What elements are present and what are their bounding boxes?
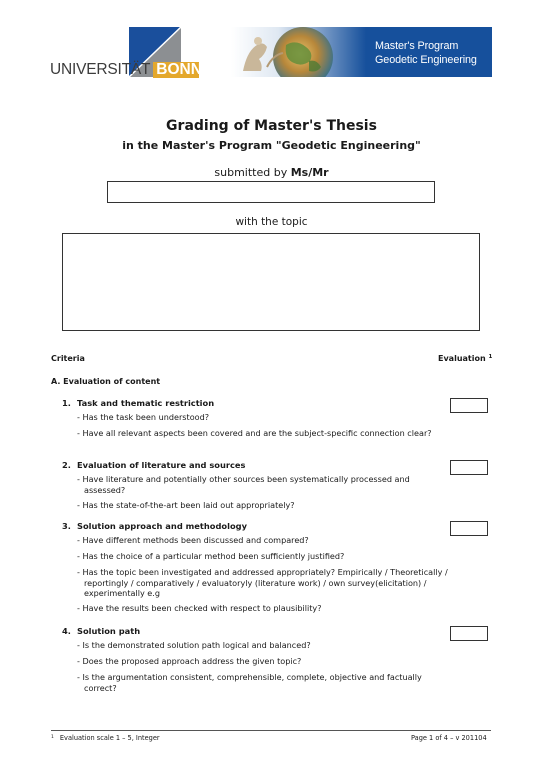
criterion-4-question: - Is the argumentation consistent, comprehensible, complete, objective and factually correct? [77, 672, 422, 693]
evaluation-header [438, 354, 492, 363]
program-banner [231, 27, 492, 77]
footnote-number: 1 [51, 735, 54, 740]
criterion-4-number: 4. [62, 626, 71, 636]
criterion-2-question: - Has the state-of-the-art been laid out appropriately? [77, 500, 295, 510]
criterion-1-number: 1. [62, 398, 71, 408]
footnote [51, 734, 160, 742]
criterion-4-heading [62, 626, 140, 636]
evaluation-header-text: Evaluation [438, 354, 486, 363]
criterion-4-evaluation-field[interactable] [450, 626, 488, 641]
logo-word-bonn: BONN [153, 62, 199, 78]
criterion-2-number: 2. [62, 460, 71, 470]
criterion-2-question: - Have literature and potentially other sources been systematically processed and assessed? [77, 474, 410, 495]
criterion-1-question: - Has the task been understood? [77, 412, 210, 422]
page-number: Page 1 of 4 – v 201104 [411, 734, 487, 742]
criterion-3-question: - Has the topic been investigated and addressed appropriately? Empirically / Theoretically / reportingly / comparatively / evaluatoryly (literature work) / own survey(elicitation) / experimentally e.g [77, 567, 448, 599]
banner-program-text [375, 39, 477, 67]
banner-line-1: Master's Program [375, 40, 459, 52]
criterion-2-title: Evaluation of literature and sources [77, 460, 246, 470]
banner-globe-illustration [231, 27, 366, 77]
submitted-salutation: Ms/Mr [290, 166, 329, 179]
criterion-4-question: - Is the demonstrated solution path logical and balanced? [77, 640, 311, 650]
page-subtitle: in the Master's Program "Geodetic Engineering" [122, 139, 421, 152]
criterion-1-title: Task and thematic restriction [77, 398, 215, 408]
criterion-4-title: Solution path [77, 626, 141, 636]
banner-line-2: Geodetic Engineering [375, 54, 477, 66]
student-name-field[interactable] [107, 181, 435, 203]
footer-divider [51, 730, 491, 731]
criterion-3-heading [62, 521, 247, 531]
submitted-prefix: submitted by [214, 166, 288, 179]
criterion-1-question: - Have all relevant aspects been covered and are the subject-specific connection clear? [77, 428, 432, 438]
university-logo[interactable] [50, 61, 202, 78]
criterion-1-evaluation-field[interactable] [450, 398, 488, 413]
evaluation-footnote-mark: 1 [488, 354, 493, 360]
submitted-by-label [0, 166, 543, 179]
section-a-heading: A. Evaluation of content [51, 377, 161, 386]
criteria-header: Criteria [51, 354, 85, 363]
criterion-1-heading [62, 398, 214, 408]
criterion-3-question: - Have different methods been discussed and compared? [77, 535, 309, 545]
thesis-topic-field[interactable] [62, 233, 480, 331]
criterion-2-evaluation-field[interactable] [450, 460, 488, 475]
criterion-3-title: Solution approach and methodology [77, 521, 248, 531]
footnote-text: Evaluation scale 1 – 5, Integer [59, 734, 160, 742]
page-title: Grading of Master's Thesis [166, 118, 377, 134]
criterion-3-number: 3. [62, 521, 71, 531]
topic-label: with the topic [235, 216, 308, 228]
criterion-3-evaluation-field[interactable] [450, 521, 488, 536]
criterion-3-question: - Has the choice of a particular method been sufficiently justified? [77, 551, 345, 561]
logo-word-universitaet: UNIVERSITÄT [50, 61, 151, 78]
criterion-4-question: - Does the proposed approach address the given topic? [77, 656, 302, 666]
criterion-2-heading [62, 460, 245, 470]
criterion-3-question: - Have the results been checked with respect to plausibility? [77, 603, 322, 613]
